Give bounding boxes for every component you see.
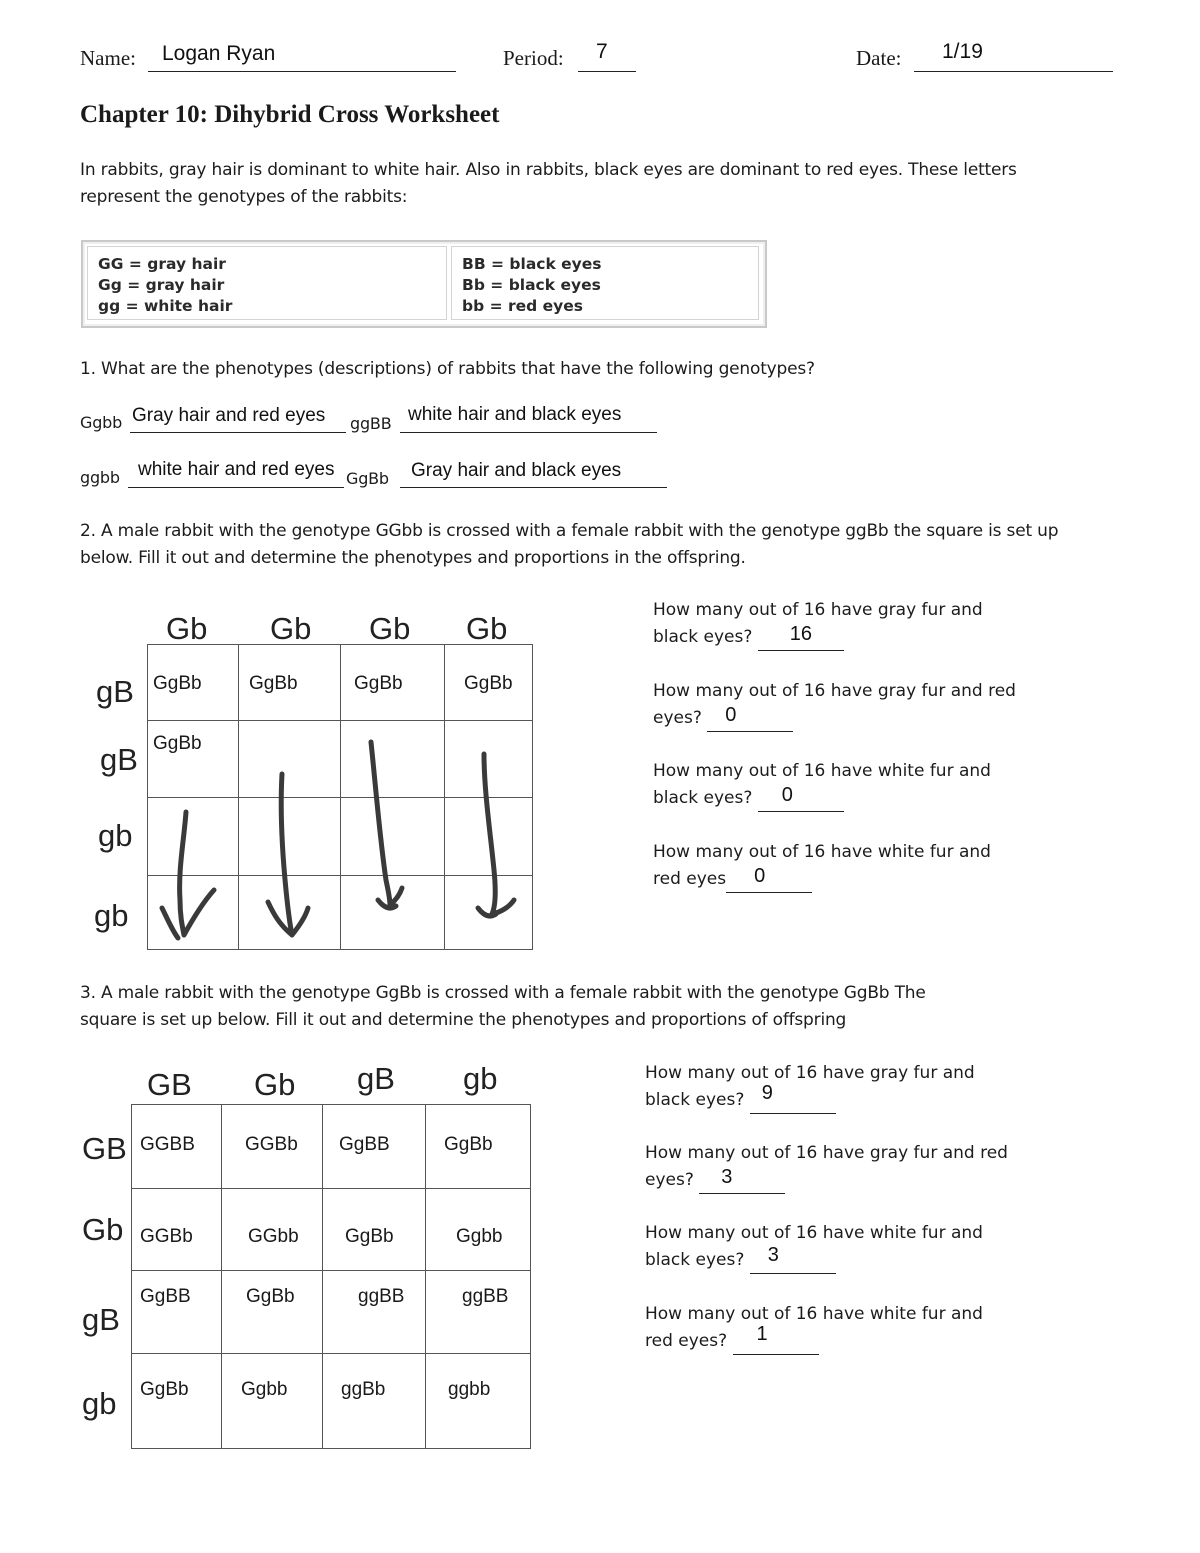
row-allele: gB	[82, 1302, 120, 1337]
period-value: 7	[596, 40, 608, 63]
col-allele: Gb	[466, 611, 508, 646]
q1-genotype: Ggbb	[80, 413, 123, 432]
answer-field[interactable]	[758, 623, 844, 651]
cell-genotype: GgBB	[339, 1134, 390, 1155]
punnett-cell[interactable]	[132, 1354, 222, 1449]
name-label: Name:	[80, 46, 136, 70]
punnett-cell[interactable]	[426, 1189, 531, 1271]
punnett-cell[interactable]	[132, 1271, 222, 1354]
answer-field[interactable]	[726, 865, 812, 893]
q2-question	[653, 758, 991, 812]
intro-line-2: represent the genotypes of the rabbits:	[80, 187, 408, 207]
punnett-cell[interactable]	[222, 1189, 323, 1271]
q1-answer: white hair and black eyes	[408, 404, 622, 425]
row-allele: GB	[82, 1131, 127, 1166]
punnett-cell[interactable]	[323, 1189, 426, 1271]
punnett-cell[interactable]	[426, 1354, 531, 1449]
hair-legend	[87, 246, 447, 320]
answer-value: 3	[721, 1166, 733, 1188]
arrow-icon	[371, 742, 402, 908]
cell-genotype: ggBB	[358, 1286, 405, 1307]
cell-genotype: GgBb	[153, 673, 202, 694]
answer-field[interactable]	[750, 1082, 836, 1114]
question-line: How many out of 16 have gray fur and	[653, 600, 983, 620]
question-line: black eyes?	[653, 627, 753, 647]
arrow-icon	[478, 754, 514, 916]
cell-genotype: Ggbb	[241, 1379, 288, 1400]
punnett-cell[interactable]	[341, 645, 445, 721]
period-label: Period:	[503, 46, 564, 70]
cell-genotype: ggBB	[462, 1286, 509, 1307]
question-line: eyes?	[645, 1170, 694, 1190]
cell-genotype: GgBb	[345, 1226, 394, 1247]
date-field[interactable]	[914, 42, 1113, 72]
punnett-cell[interactable]	[239, 645, 341, 721]
genotype-legend	[81, 240, 767, 328]
q3-question	[645, 1140, 1008, 1194]
col-allele: gB	[357, 1061, 395, 1096]
eyes-legend-row: BB = black eyes	[462, 255, 602, 273]
cell-genotype: GgBb	[153, 733, 202, 754]
answer-value: 0	[725, 704, 737, 726]
row-allele: gb	[94, 898, 129, 933]
punnett-cell[interactable]	[132, 1189, 222, 1271]
answer-value: 3	[767, 1244, 779, 1266]
cell-genotype: ggbb	[448, 1379, 491, 1400]
q2-question	[653, 839, 991, 893]
q3-question	[645, 1220, 983, 1274]
question-line: red eyes?	[645, 1331, 728, 1351]
cell-genotype: GgBb	[444, 1134, 493, 1155]
question-line: How many out of 16 have gray fur and red	[653, 681, 1016, 701]
col-allele: Gb	[254, 1067, 296, 1102]
question-line: How many out of 16 have gray fur and red	[645, 1143, 1008, 1163]
punnett-cell[interactable]	[426, 1105, 531, 1189]
cell-genotype: GgBb	[140, 1379, 189, 1400]
answer-value: 1	[756, 1323, 768, 1345]
eyes-legend-row: bb = red eyes	[462, 297, 583, 315]
punnett-cell[interactable]	[148, 645, 239, 721]
q1-answer: Gray hair and black eyes	[411, 460, 622, 481]
question-line: How many out of 16 have white fur and	[653, 842, 991, 862]
q3-question	[645, 1301, 983, 1355]
eyes-legend	[451, 246, 759, 320]
hair-legend-row: gg = white hair	[98, 297, 233, 315]
question-line: black eyes?	[645, 1090, 745, 1110]
q2-question	[653, 678, 1016, 732]
cell-genotype: ggBb	[341, 1379, 386, 1400]
q1-answer: white hair and red eyes	[138, 459, 335, 480]
punnett-cell[interactable]	[222, 1271, 323, 1354]
answer-field[interactable]	[707, 704, 793, 732]
answer-field[interactable]	[699, 1166, 785, 1194]
question-line: black eyes?	[653, 788, 753, 808]
period-field[interactable]	[578, 42, 636, 72]
col-allele: GB	[147, 1067, 192, 1102]
row-allele: Gb	[82, 1212, 124, 1247]
row-allele: gb	[98, 818, 133, 853]
cell-genotype: GgBb	[246, 1286, 295, 1307]
cell-genotype: Ggbb	[456, 1226, 503, 1247]
answer-value: 9	[761, 1082, 773, 1104]
q1-answer: Gray hair and red eyes	[132, 405, 326, 426]
date-value: 1/19	[942, 40, 983, 63]
q1-prompt: 1. What are the phenotypes (descriptions) of rabbits that have the following genotypes?	[80, 359, 815, 379]
cell-genotype: GGBb	[140, 1226, 193, 1247]
answer-value: 16	[789, 623, 813, 645]
name-field[interactable]	[148, 42, 456, 72]
q1-answer-field[interactable]	[400, 404, 657, 433]
question-line: eyes?	[653, 708, 702, 728]
q1-genotype: ggbb	[80, 468, 120, 487]
question-line: How many out of 16 have gray fur and	[645, 1063, 975, 1083]
cell-genotype: GgBb	[354, 673, 403, 694]
col-allele: Gb	[369, 611, 411, 646]
answer-field[interactable]	[750, 1244, 836, 1274]
q3-prompt-line-2: square is set up below. Fill it out and determine the phenotypes and proportions of offspring	[80, 1010, 847, 1030]
col-allele: Gb	[166, 611, 208, 646]
arrow-icon	[162, 812, 214, 938]
q2-prompt-line-2: below. Fill it out and determine the phenotypes and proportions in the offspring.	[80, 548, 746, 568]
question-line: How many out of 16 have white fur and	[645, 1223, 983, 1243]
punnett-cell[interactable]	[222, 1354, 323, 1449]
punnett-square-q3	[131, 1104, 531, 1449]
punnett-cell[interactable]	[222, 1105, 323, 1189]
row-allele: gB	[96, 674, 134, 709]
col-allele: Gb	[270, 611, 312, 646]
question-line: How many out of 16 have white fur and	[645, 1304, 983, 1324]
q1-answer-field[interactable]	[130, 404, 346, 433]
q1-genotype: ggBB	[350, 414, 392, 433]
answer-value: 0	[781, 784, 793, 806]
q2-question	[653, 597, 983, 651]
page-title: Chapter 10: Dihybrid Cross Worksheet	[80, 101, 500, 128]
q1-answer-field[interactable]	[128, 459, 344, 488]
cell-genotype: GGBB	[140, 1134, 195, 1155]
answer-field[interactable]	[758, 784, 844, 812]
row-allele: gb	[82, 1386, 117, 1421]
punnett-cell[interactable]	[323, 1105, 426, 1189]
question-line: How many out of 16 have white fur and	[653, 761, 991, 781]
cell-genotype: GgBb	[464, 673, 513, 694]
hand-drawn-arrows	[140, 730, 540, 950]
question-line: red eyes	[653, 869, 727, 889]
punnett-cell[interactable]	[132, 1105, 222, 1189]
q2-prompt-line-1: 2. A male rabbit with the genotype GGbb is crossed with a female rabbit with the genotype ggBb the square is set up	[80, 521, 1059, 541]
col-allele: gb	[463, 1061, 498, 1096]
eyes-legend-row: Bb = black eyes	[462, 276, 601, 294]
cell-genotype: GGbb	[248, 1226, 299, 1247]
punnett-cell[interactable]	[445, 645, 533, 721]
intro-line-1: In rabbits, gray hair is dominant to white hair. Also in rabbits, black eyes are dominant to red eyes. These letters	[80, 160, 1017, 180]
date-label: Date:	[856, 46, 902, 70]
q3-prompt-line-1: 3. A male rabbit with the genotype GgBb is crossed with a female rabbit with the genotype GgBb The	[80, 983, 926, 1003]
row-allele: gB	[100, 742, 138, 777]
question-line: black eyes?	[645, 1250, 745, 1270]
answer-value: 0	[754, 865, 766, 887]
hair-legend-row: Gg = gray hair	[98, 276, 225, 294]
hair-legend-row: GG = gray hair	[98, 255, 226, 273]
q1-answer-field[interactable]	[400, 459, 667, 488]
cell-genotype: GgBb	[249, 673, 298, 694]
cell-genotype: GGBb	[245, 1134, 298, 1155]
cell-genotype: GgBB	[140, 1286, 191, 1307]
arrow-icon	[268, 774, 308, 935]
name-value: Logan Ryan	[162, 42, 276, 65]
answer-field[interactable]	[733, 1323, 819, 1355]
punnett-cell[interactable]	[426, 1271, 531, 1354]
q1-genotype: GgBb	[346, 469, 389, 488]
punnett-cell[interactable]	[323, 1354, 426, 1449]
punnett-cell[interactable]	[323, 1271, 426, 1354]
q3-question	[645, 1060, 975, 1114]
